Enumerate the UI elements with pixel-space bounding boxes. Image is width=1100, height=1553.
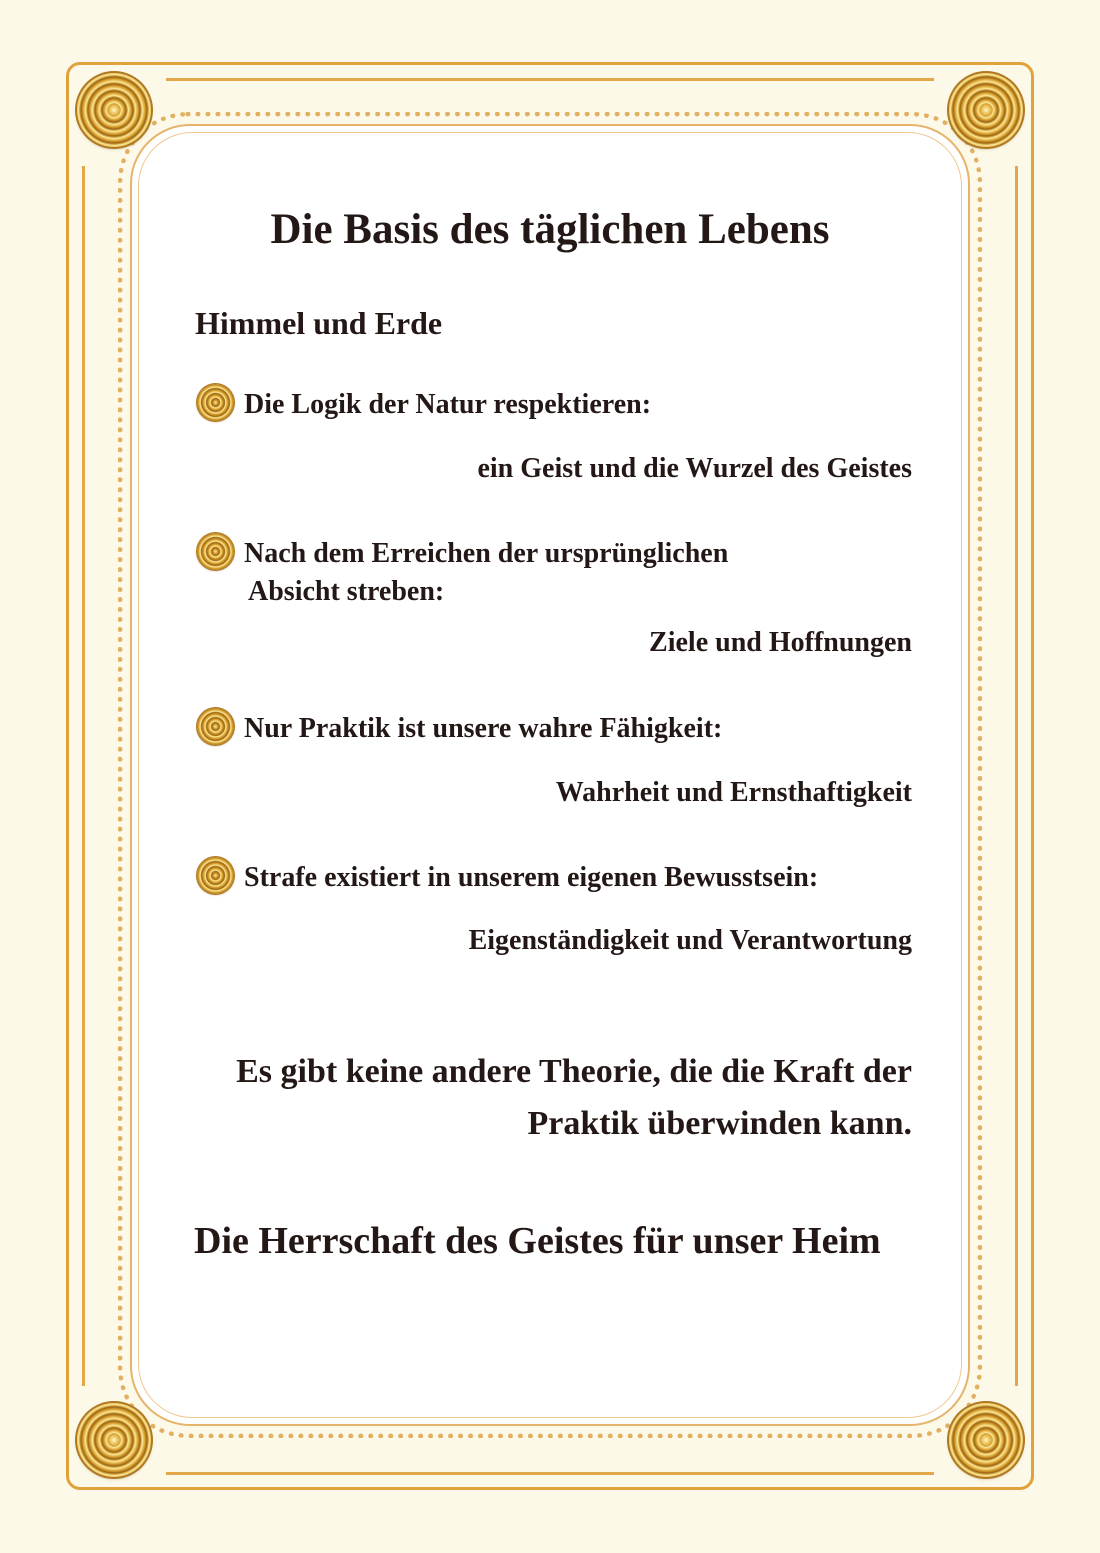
point-heading-2-line1: Nach dem Erreichen der ursprünglichen (244, 538, 729, 569)
point-answer-2: Ziele und Hoffnungen (649, 627, 912, 658)
point-heading-4: Strafe existiert in unserem eigenen Bewusstsein: (244, 862, 819, 893)
quote-line-1: Es gibt keine andere Theorie, die die Kraft der (236, 1053, 912, 1090)
point-heading-3: Nur Praktik ist unsere wahre Fähigkeit: (244, 713, 723, 744)
frame-line-top (166, 78, 934, 81)
bullet-medallion-icon (197, 384, 234, 421)
corner-medallion-bottom-right (949, 1403, 1023, 1477)
point-answer-3: Wahrheit und Ernsthaftigkeit (555, 777, 912, 808)
bullet-medallion-icon (197, 708, 234, 745)
closing-statement: Die Herrschaft des Geistes für unser Heim (194, 1220, 881, 1262)
quote-line-2: Praktik überwinden kann. (527, 1105, 912, 1142)
point-answer-1: ein Geist und die Wurzel des Geistes (477, 453, 912, 484)
point-answer-4: Eigenständigkeit und Verantwortung (468, 925, 912, 956)
section-subtitle: Himmel und Erde (195, 305, 443, 341)
corner-medallion-top-right (949, 73, 1023, 147)
point-heading-1: Die Logik der Natur respektieren: (244, 389, 652, 420)
quote-paragraph (192, 1046, 912, 1150)
corner-medallion-top-left (77, 73, 151, 147)
frame-line-left (82, 166, 85, 1386)
frame-line-bottom (166, 1472, 934, 1475)
point-heading-2-line2: Absicht streben: (248, 576, 445, 607)
bullet-medallion-icon (197, 533, 234, 570)
corner-medallion-bottom-left (77, 1403, 151, 1477)
page-title: Die Basis des täglichen Lebens (270, 206, 830, 253)
bullet-medallion-icon (197, 857, 234, 894)
frame-line-right (1015, 166, 1018, 1386)
